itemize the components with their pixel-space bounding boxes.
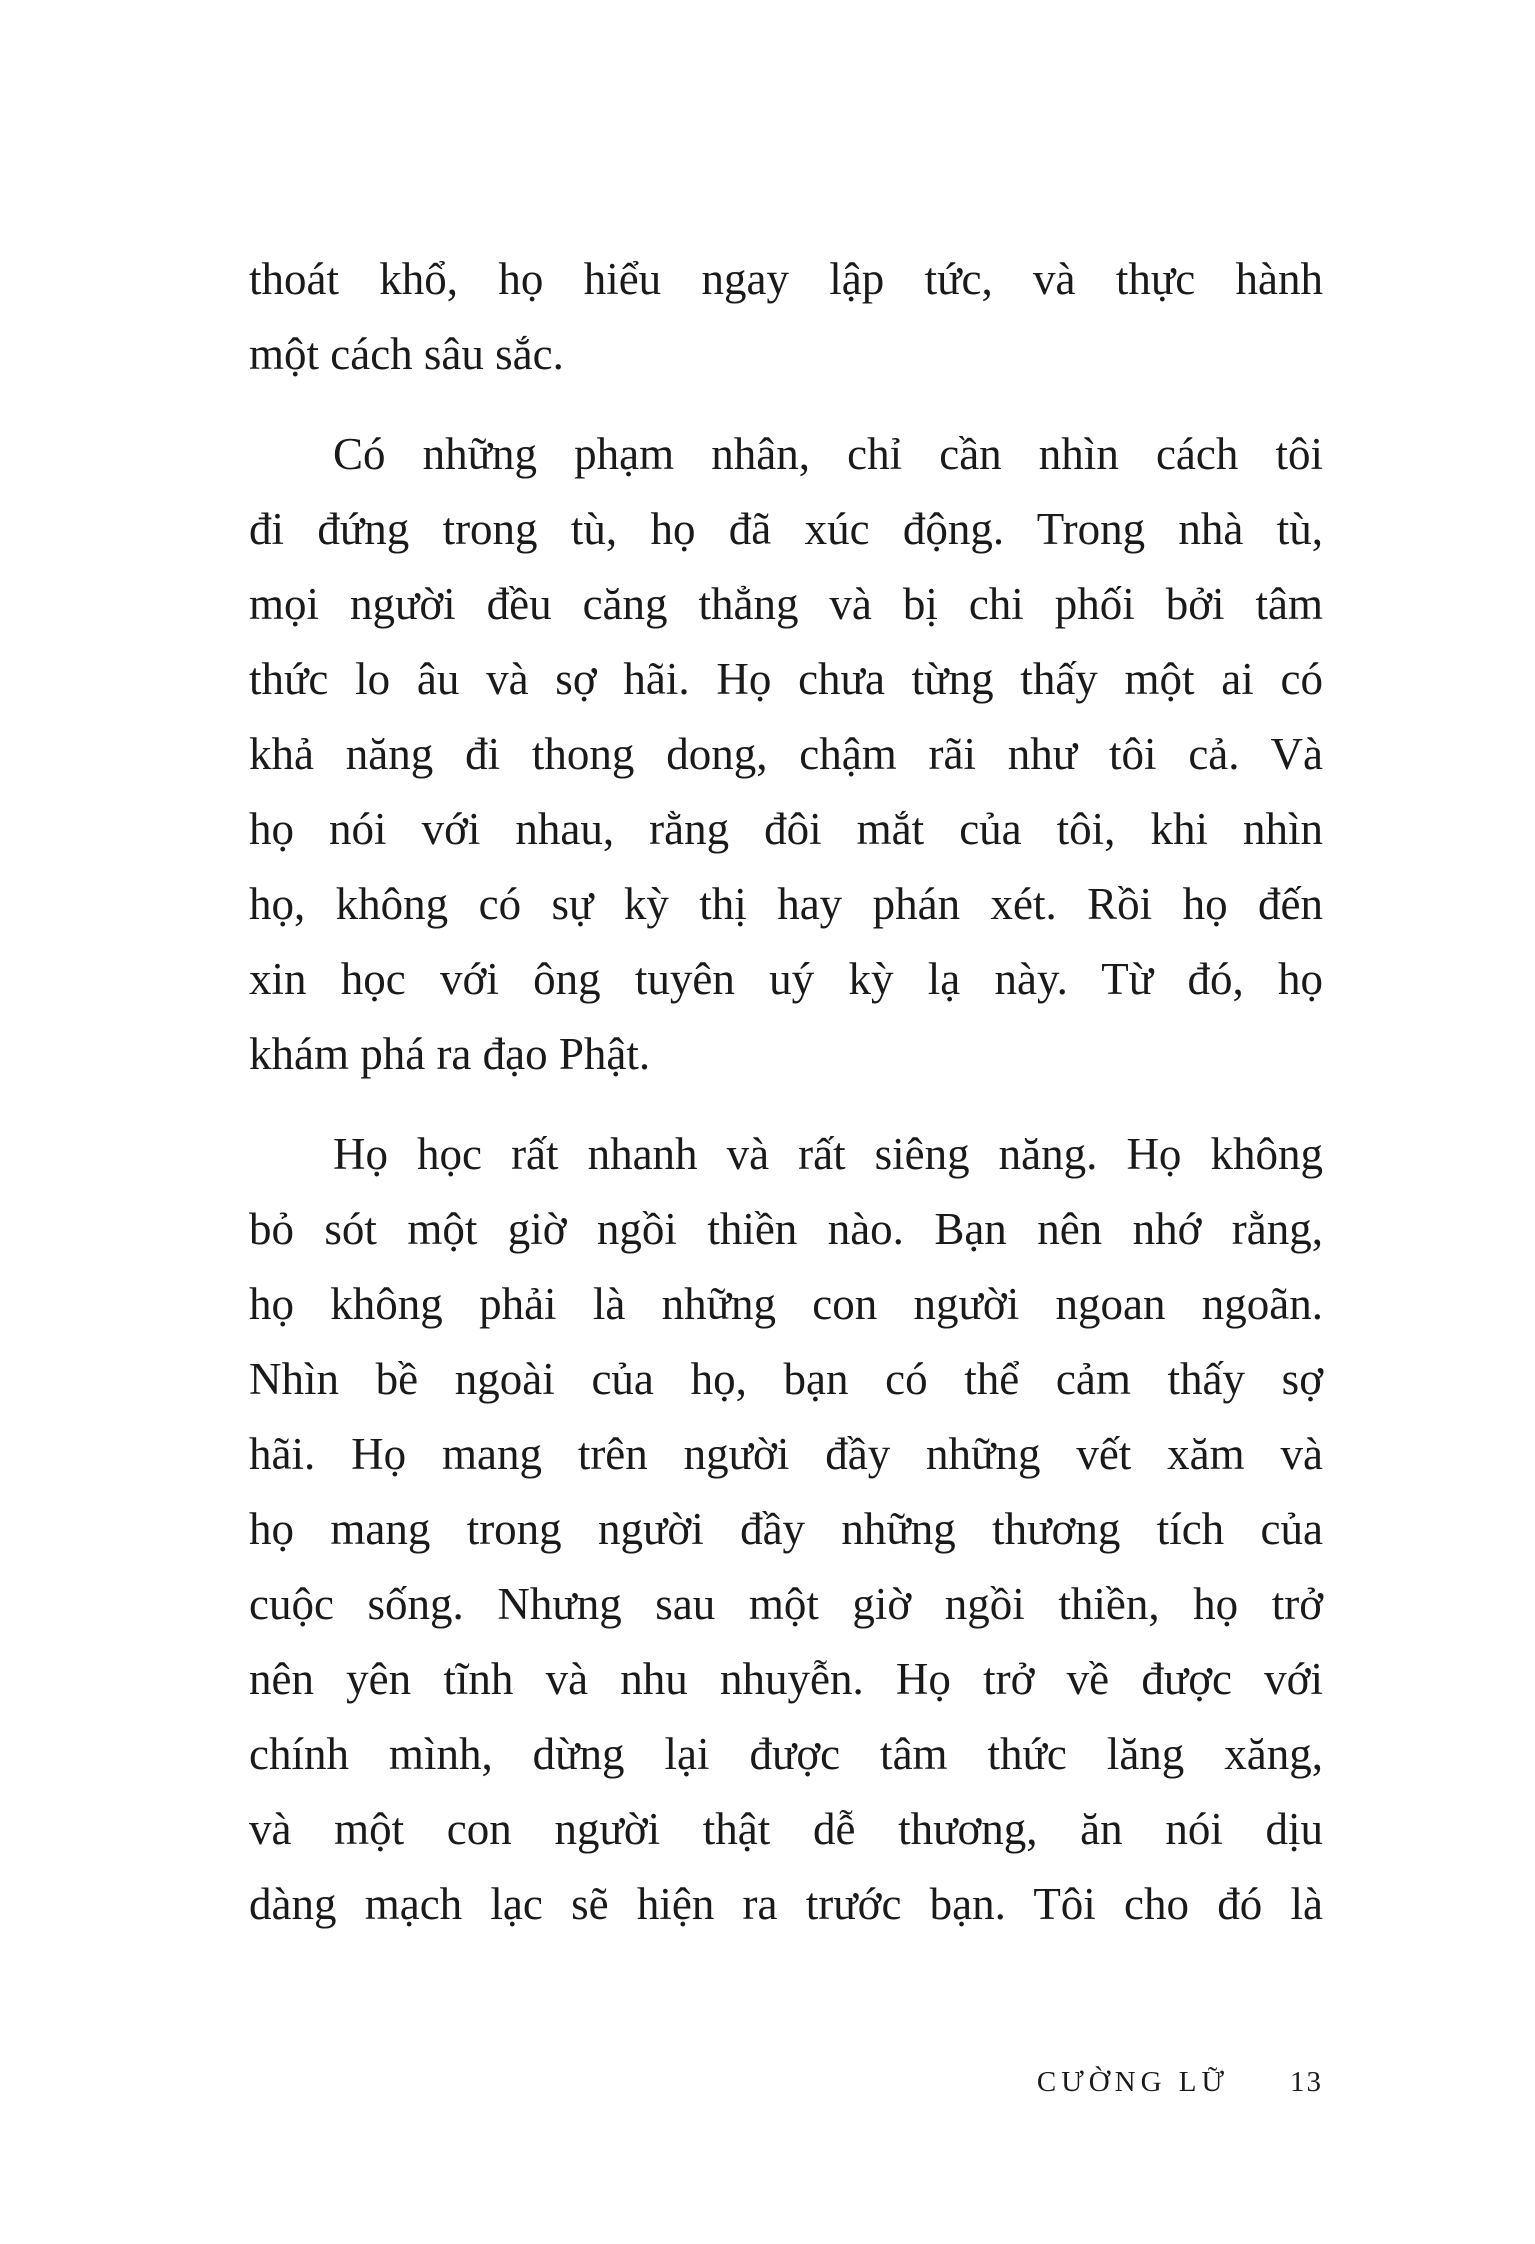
text-line: xin học với ông tuyên uý kỳ lạ này. Từ đó, họ	[249, 954, 1323, 1004]
text-line: Họ học rất nhanh và rất siêng năng. Họ không	[333, 1129, 1323, 1179]
paragraph-2	[249, 417, 1323, 1092]
text-line: dàng mạch lạc sẽ hiện ra trước bạn. Tôi cho đó là	[249, 1879, 1323, 1929]
text-line: bỏ sót một giờ ngồi thiền nào. Bạn nên nhớ rằng,	[249, 1204, 1323, 1254]
page-footer	[249, 2060, 1323, 2104]
text-line: thoát khổ, họ hiểu ngay lập tức, và thực hành	[249, 254, 1323, 304]
text-line: thức lo âu và sợ hãi. Họ chưa từng thấy một ai có	[249, 654, 1323, 704]
text-line: một cách sâu sắc.	[249, 329, 564, 379]
text-line: nên yên tĩnh và nhu nhuyễn. Họ trở về được với	[249, 1654, 1323, 1704]
text-line: và một con người thật dễ thương, ăn nói dịu	[249, 1804, 1323, 1854]
text-line: Có những phạm nhân, chỉ cần nhìn cách tôi	[333, 429, 1323, 479]
paragraph-1	[249, 242, 1323, 392]
text-line: họ mang trong người đầy những thương tích của	[249, 1504, 1323, 1554]
text-line: họ không phải là những con người ngoan ngoãn.	[249, 1279, 1323, 1329]
running-title: CƯỜNG LỮ	[1036, 2066, 1229, 2098]
text-line: khám phá ra đạo Phật.	[249, 1029, 651, 1079]
text-line: mọi người đều căng thẳng và bị chi phối bởi tâm	[249, 579, 1323, 629]
text-line: cuộc sống. Nhưng sau một giờ ngồi thiền, họ trở	[249, 1579, 1323, 1629]
paragraph-3	[249, 1117, 1323, 1942]
text-line: đi đứng trong tù, họ đã xúc động. Trong nhà tù,	[249, 504, 1323, 554]
body-text	[249, 242, 1323, 1942]
text-line: họ, không có sự kỳ thị hay phán xét. Rồi họ đến	[249, 879, 1323, 929]
text-line: Nhìn bề ngoài của họ, bạn có thể cảm thấy sợ	[249, 1354, 1323, 1404]
page-number: 13	[1290, 2066, 1323, 2098]
text-line: khả năng đi thong dong, chậm rãi như tôi cả. Và	[249, 729, 1323, 779]
text-line: họ nói với nhau, rằng đôi mắt của tôi, khi nhìn	[249, 804, 1323, 854]
text-line: hãi. Họ mang trên người đầy những vết xăm và	[249, 1429, 1323, 1479]
text-line: chính mình, dừng lại được tâm thức lăng xăng,	[249, 1729, 1323, 1779]
